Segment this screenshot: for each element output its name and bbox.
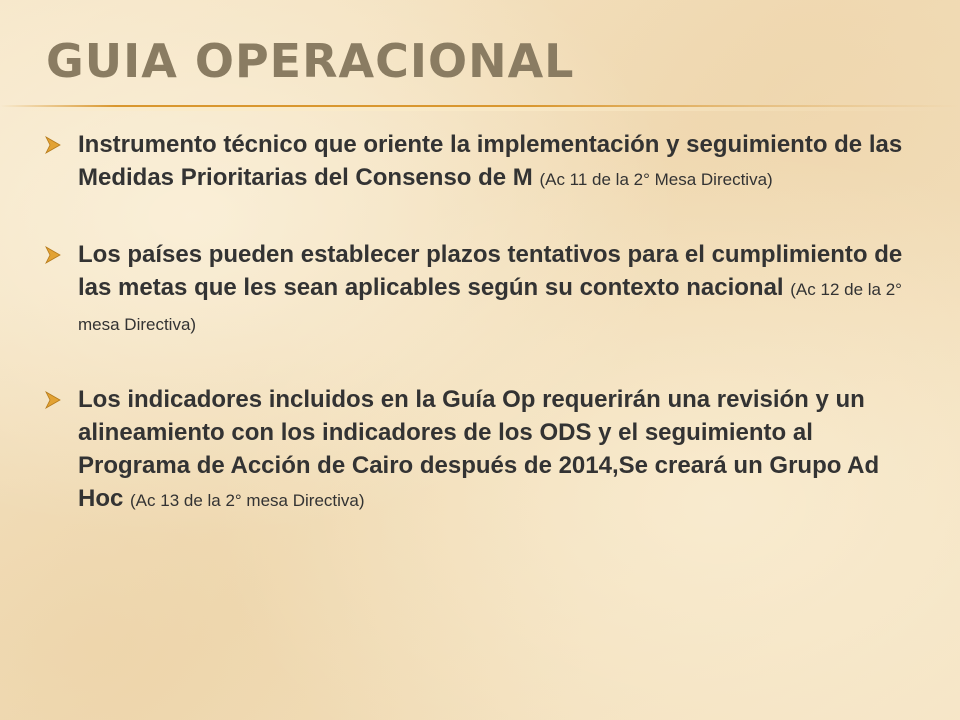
bullet-text: Instrumento técnico que oriente la implementación y seguimiento de las Medidas Prioritarias del Consenso de M: [78, 131, 903, 191]
bullet-item: [44, 238, 924, 341]
arrow-right-icon: [44, 136, 62, 154]
bullet-text: Los países pueden establecer plazos tentativos para el cumplimiento de las metas que les sean aplicables según su contexto nacional: [78, 241, 903, 301]
arrow-right-icon: [44, 391, 62, 409]
bullet-note: (Ac 12 de la 2° mesa Directiva): [78, 280, 902, 334]
bullet-note: (Ac 13 de la 2° mesa Directiva): [130, 491, 365, 510]
bullet-item: [44, 383, 924, 517]
arrow-right-icon: [44, 246, 62, 264]
slide-title: GUIA OPERACIONAL: [46, 34, 575, 88]
title-divider-glow: [0, 107, 960, 111]
bullet-text: Los indicadores incluidos en la Guía Op requerirán una revisión y un alineamiento con los indicadores de los ODS y el seguimiento al Programa de Acción de Cairo después de 2014,Se creará un Grupo Ad Hoc: [78, 386, 880, 512]
bullet-list: [44, 128, 924, 559]
bullet-item: [44, 128, 924, 196]
bullet-note: (Ac 11 de la 2° Mesa Directiva): [539, 170, 773, 189]
